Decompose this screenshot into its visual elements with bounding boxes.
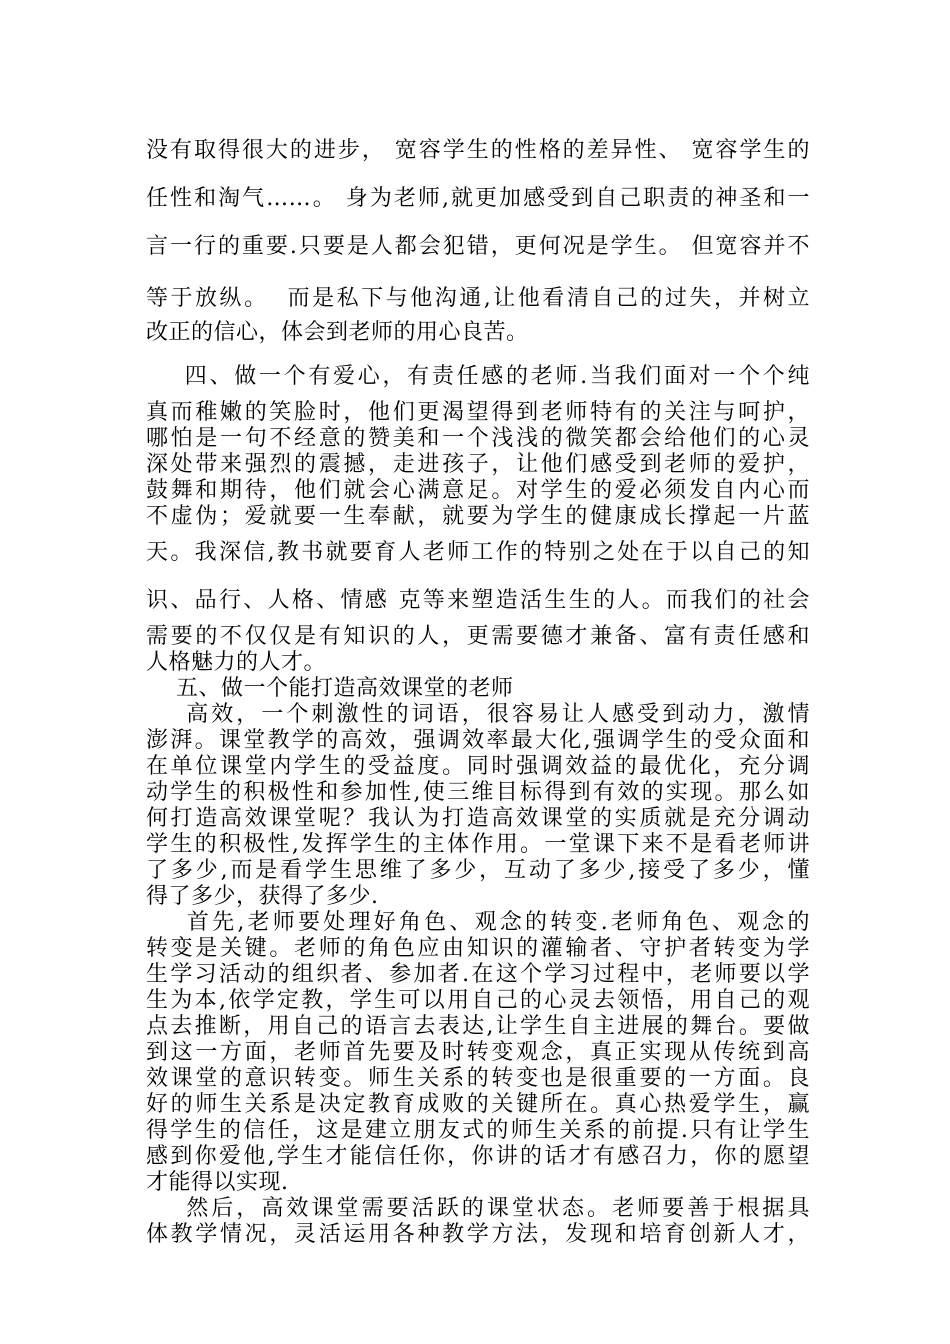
text-line: 在单位课堂内学生的受益度。同时强调效益的最优化，充分调 (146, 754, 810, 779)
text-line: 任性和淘气……。 身为老师,就更加感受到自己职责的神圣和一 (146, 186, 810, 211)
text-line: 到这一方面，老师首先要及时转变观念，真正实现从传统到高 (146, 1040, 810, 1065)
text-line: 识、品行、人格、情感 克等来塑造活生生的人。而我们的社会 (146, 588, 810, 613)
text-line: 才能得以实现. (146, 1170, 289, 1195)
text-line: 真而稚嫩的笑脸时，他们更渴望得到老师特有的关注与呵护， (146, 400, 810, 425)
text-line: 何打造高效课堂呢？我认为打造高效课堂的实质就是充分调动 (146, 806, 810, 831)
text-line: 转变是关键。老师的角色应由知识的灌输者、守护者转变为学 (146, 936, 810, 961)
text-line: 深处带来强烈的震撼，走进孩子，让他们感受到老师的爱护， (146, 452, 810, 477)
text-line: 体教学情况，灵活运用各种教学方法，发现和培育创新人才， (146, 1222, 810, 1247)
text-line: 人格魅力的人才。 (146, 650, 327, 675)
text-line: 首先,老师要处理好角色、观念的转变.老师角色、观念的 (146, 910, 810, 935)
text-line: 改正的信心，体会到老师的用心良苦。 (146, 320, 529, 345)
text-line: 等于放纵。 而是私下与他沟通,让他看清自己的过失，并树立 (146, 286, 810, 311)
text-line: 需要的不仅仅是有知识的人，更需要德才兼备、富有责任感和 (146, 624, 810, 649)
text-line: 好的师生关系是决定教育成败的关键所在。真心热爱学生，赢 (146, 1092, 810, 1117)
text-line: 点去推断，用自己的语言去表达,让学生自主进展的舞台。要做 (146, 1014, 810, 1039)
text-line: 学生的积极性,发挥学生的主体作用。一堂课下来不是看老师讲 (146, 832, 810, 857)
text-line: 得学生的信任，这是建立朋友式的师生关系的前提.只有让学生 (146, 1118, 810, 1143)
text-line: 动学生的积极性和参加性,使三维目标得到有效的实现。那么如 (146, 780, 810, 805)
text-line: 感到你爱他,学生才能信任你，你讲的话才有感召力，你的愿望 (146, 1144, 810, 1169)
text-line: 了多少,而是看学生思维了多少，互动了多少,接受了多少，懂 (146, 858, 810, 883)
text-line: 生为本,依学定教，学生可以用自己的心灵去领悟，用自己的观 (146, 988, 810, 1013)
text-line: 言一行的重要.只要是人都会犯错，更何况是学生。 但宽容并不 (146, 234, 810, 259)
text-line: 天。我深信,教书就要育人老师工作的特别之处在于以自己的知 (146, 540, 810, 565)
text-line: 鼓舞和期待，他们就会心满意足。对学生的爱必须发自内心而 (146, 478, 810, 503)
text-line: 得了多少，获得了多少. (146, 884, 379, 909)
section-heading-5: 五、做一个能打造高效课堂的老师 (146, 676, 514, 701)
text-line: 生学习活动的组织者、参加者.在这个学习过程中，老师要以学 (146, 962, 810, 987)
text-line: 澎湃。课堂教学的高效，强调效率最大化,强调学生的受众面和 (146, 728, 810, 753)
section-heading-4: 四、做一个有爱心，有责任感的老师.当我们面对一个个纯 (146, 364, 810, 389)
text-line: 不虚伪；爱就要一生奉献，就要为学生的健康成长撑起一片蓝 (146, 504, 810, 529)
text-line: 然后，高效课堂需要活跃的课堂状态。老师要善于根据具 (146, 1196, 810, 1221)
text-line: 效课堂的意识转变。师生关系的转变也是很重要的一方面。良 (146, 1066, 810, 1091)
text-line: 哪怕是一句不经意的赞美和一个浅浅的微笑都会给他们的心灵 (146, 426, 810, 451)
text-line: 没有取得很大的进步， 宽容学生的性格的差异性、 宽容学生的 (146, 138, 810, 163)
text-line: 高效，一个刺激性的词语，很容易让人感受到动力，激情 (146, 702, 810, 727)
